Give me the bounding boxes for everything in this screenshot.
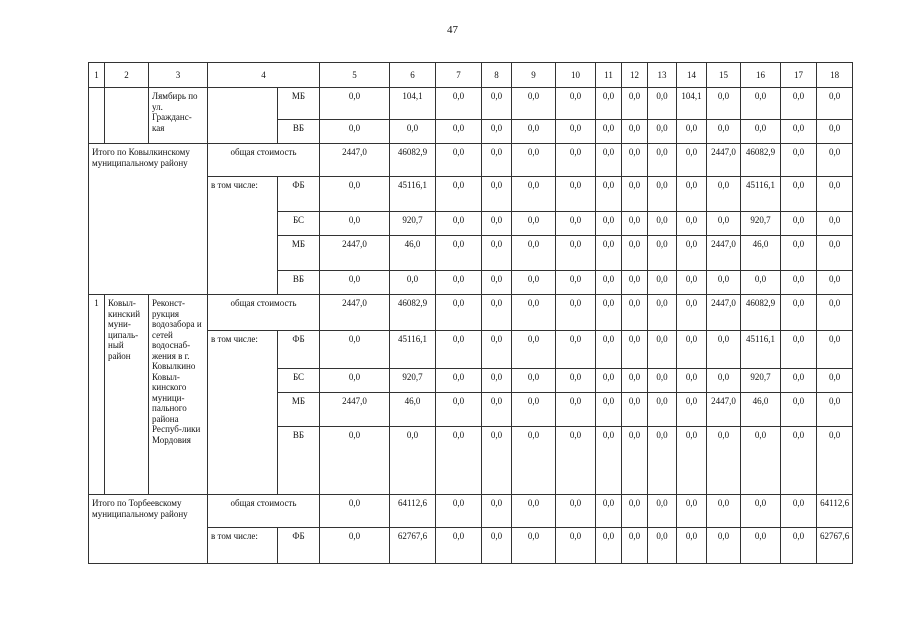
value-cell: 0,0 bbox=[596, 271, 622, 295]
value-cell: 920,7 bbox=[390, 212, 436, 236]
value-cell: 0,0 bbox=[622, 369, 648, 393]
value-cell: 0,0 bbox=[556, 144, 596, 177]
value-cell: 0,0 bbox=[320, 88, 390, 120]
value-cell: 0,0 bbox=[781, 120, 817, 144]
value-cell: 0,0 bbox=[781, 236, 817, 271]
value-cell: 0,0 bbox=[512, 236, 556, 271]
value-cell: 0,0 bbox=[648, 236, 677, 271]
table-row bbox=[89, 144, 853, 177]
value-cell: 0,0 bbox=[482, 177, 512, 212]
header-cell: 15 bbox=[707, 63, 741, 88]
header-row bbox=[89, 63, 853, 88]
value-cell: 0,0 bbox=[707, 88, 741, 120]
value-cell: 0,0 bbox=[741, 120, 781, 144]
value-cell: 0,0 bbox=[556, 427, 596, 495]
value-cell: 0,0 bbox=[648, 495, 677, 528]
value-cell: 0,0 bbox=[482, 144, 512, 177]
value-cell: 0,0 bbox=[512, 369, 556, 393]
value-cell: 0,0 bbox=[482, 427, 512, 495]
value-cell: 46,0 bbox=[390, 236, 436, 271]
value-cell: 0,0 bbox=[482, 212, 512, 236]
value-cell: 0,0 bbox=[707, 120, 741, 144]
value-cell: 2447,0 bbox=[320, 295, 390, 331]
num-cell bbox=[89, 88, 105, 144]
value-cell: 0,0 bbox=[436, 528, 482, 564]
header-cell: 1 bbox=[89, 63, 105, 88]
value-cell: 0,0 bbox=[622, 495, 648, 528]
value-cell: 0,0 bbox=[622, 331, 648, 369]
total-cost-label: общая стоимость bbox=[208, 295, 320, 331]
value-cell: 0,0 bbox=[512, 271, 556, 295]
district-total-title: Итого по Ковылкинскому муниципальному району bbox=[89, 144, 208, 295]
value-cell: 0,0 bbox=[781, 331, 817, 369]
value-cell: 0,0 bbox=[556, 393, 596, 427]
value-cell: 0,0 bbox=[482, 271, 512, 295]
value-cell: 0,0 bbox=[596, 236, 622, 271]
value-cell: 0,0 bbox=[741, 271, 781, 295]
value-cell: 920,7 bbox=[390, 369, 436, 393]
value-cell: 0,0 bbox=[320, 369, 390, 393]
value-cell: 0,0 bbox=[741, 427, 781, 495]
value-cell: 0,0 bbox=[512, 427, 556, 495]
value-cell: 0,0 bbox=[741, 88, 781, 120]
value-cell: 104,1 bbox=[390, 88, 436, 120]
value-cell: 0,0 bbox=[622, 120, 648, 144]
value-cell: 46082,9 bbox=[741, 295, 781, 331]
value-cell: 0,0 bbox=[556, 331, 596, 369]
value-cell: 0,0 bbox=[648, 271, 677, 295]
value-cell: 2447,0 bbox=[707, 144, 741, 177]
source-label: БС bbox=[278, 212, 320, 236]
header-cell: 8 bbox=[482, 63, 512, 88]
value-cell: 0,0 bbox=[781, 212, 817, 236]
value-cell: 0,0 bbox=[707, 528, 741, 564]
value-cell: 0,0 bbox=[648, 369, 677, 393]
value-cell: 0,0 bbox=[622, 295, 648, 331]
value-cell: 0,0 bbox=[436, 236, 482, 271]
value-cell: 0,0 bbox=[482, 528, 512, 564]
value-cell: 0,0 bbox=[622, 393, 648, 427]
table-row bbox=[89, 295, 853, 331]
value-cell: 0,0 bbox=[596, 177, 622, 212]
value-cell: 0,0 bbox=[436, 393, 482, 427]
value-cell: 0,0 bbox=[512, 177, 556, 212]
value-cell: 0,0 bbox=[781, 369, 817, 393]
value-cell: 0,0 bbox=[436, 495, 482, 528]
header-cell: 10 bbox=[556, 63, 596, 88]
header-cell: 9 bbox=[512, 63, 556, 88]
value-cell: 0,0 bbox=[320, 427, 390, 495]
value-cell: 0,0 bbox=[648, 393, 677, 427]
value-cell: 46,0 bbox=[741, 393, 781, 427]
district-cell bbox=[105, 88, 149, 144]
value-cell: 0,0 bbox=[596, 427, 622, 495]
value-cell: 46082,9 bbox=[390, 144, 436, 177]
value-cell: 0,0 bbox=[556, 177, 596, 212]
value-cell: 0,0 bbox=[817, 393, 853, 427]
value-cell: 0,0 bbox=[817, 120, 853, 144]
value-cell: 0,0 bbox=[707, 212, 741, 236]
value-cell: 0,0 bbox=[677, 331, 707, 369]
source-label: МБ bbox=[278, 88, 320, 120]
value-cell: 0,0 bbox=[556, 495, 596, 528]
header-cell: 6 bbox=[390, 63, 436, 88]
value-cell: 0,0 bbox=[556, 528, 596, 564]
object-name: Реконст-рукция водозабора и сетей водоснаб-жения в г. Ковылкино Ковыл-кинского муници-пального района Респуб-лики Мордовия bbox=[149, 295, 208, 495]
value-cell: 45116,1 bbox=[390, 177, 436, 212]
including-label: в том числе: bbox=[208, 528, 278, 564]
num-cell: 1 bbox=[89, 295, 105, 495]
value-cell: 0,0 bbox=[596, 495, 622, 528]
value-cell: 0,0 bbox=[648, 331, 677, 369]
value-cell: 45116,1 bbox=[741, 331, 781, 369]
value-cell: 0,0 bbox=[707, 369, 741, 393]
value-cell: 0,0 bbox=[677, 212, 707, 236]
value-cell: 0,0 bbox=[596, 369, 622, 393]
value-cell: 0,0 bbox=[512, 393, 556, 427]
source-label: ВБ bbox=[278, 271, 320, 295]
value-cell: 0,0 bbox=[677, 369, 707, 393]
value-cell: 0,0 bbox=[781, 528, 817, 564]
source-label: ФБ bbox=[278, 528, 320, 564]
value-cell: 0,0 bbox=[677, 495, 707, 528]
value-cell: 0,0 bbox=[596, 144, 622, 177]
value-cell: 0,0 bbox=[596, 295, 622, 331]
value-cell: 45116,1 bbox=[390, 331, 436, 369]
value-cell: 62767,6 bbox=[817, 528, 853, 564]
value-cell: 0,0 bbox=[648, 144, 677, 177]
district-total-title: Итого по Торбеевскому муниципальному району bbox=[89, 495, 208, 564]
total-cost-label: общая стоимость bbox=[208, 144, 320, 177]
value-cell: 0,0 bbox=[390, 271, 436, 295]
value-cell: 0,0 bbox=[390, 120, 436, 144]
district-name: Ковыл-кинский муни-ципаль-ный район bbox=[105, 295, 149, 495]
value-cell: 0,0 bbox=[781, 177, 817, 212]
value-cell: 0,0 bbox=[556, 88, 596, 120]
value-cell: 2447,0 bbox=[707, 236, 741, 271]
value-cell: 0,0 bbox=[648, 212, 677, 236]
table-row bbox=[89, 88, 853, 120]
value-cell: 0,0 bbox=[320, 528, 390, 564]
value-cell: 0,0 bbox=[648, 177, 677, 212]
value-cell: 0,0 bbox=[648, 528, 677, 564]
value-cell: 64112,6 bbox=[817, 495, 853, 528]
source-label: ФБ bbox=[278, 331, 320, 369]
source-label: ВБ bbox=[278, 120, 320, 144]
value-cell: 0,0 bbox=[677, 144, 707, 177]
value-cell: 0,0 bbox=[677, 528, 707, 564]
value-cell: 0,0 bbox=[648, 88, 677, 120]
value-cell: 920,7 bbox=[741, 212, 781, 236]
value-cell: 0,0 bbox=[622, 212, 648, 236]
value-cell: 0,0 bbox=[556, 120, 596, 144]
value-cell: 0,0 bbox=[707, 177, 741, 212]
table-row bbox=[89, 495, 853, 528]
value-cell: 0,0 bbox=[512, 88, 556, 120]
header-cell: 3 bbox=[149, 63, 208, 88]
value-cell: 2447,0 bbox=[320, 393, 390, 427]
value-cell: 0,0 bbox=[320, 120, 390, 144]
value-cell: 0,0 bbox=[677, 393, 707, 427]
value-cell: 0,0 bbox=[482, 295, 512, 331]
value-cell: 0,0 bbox=[482, 495, 512, 528]
value-cell: 0,0 bbox=[781, 88, 817, 120]
value-cell: 0,0 bbox=[648, 295, 677, 331]
value-cell: 46,0 bbox=[390, 393, 436, 427]
value-cell: 62767,6 bbox=[390, 528, 436, 564]
value-cell: 0,0 bbox=[596, 331, 622, 369]
value-cell: 0,0 bbox=[320, 212, 390, 236]
value-cell: 0,0 bbox=[596, 393, 622, 427]
value-cell: 0,0 bbox=[817, 236, 853, 271]
value-cell: 0,0 bbox=[596, 88, 622, 120]
value-cell: 0,0 bbox=[436, 212, 482, 236]
value-cell: 0,0 bbox=[436, 331, 482, 369]
value-cell: 46,0 bbox=[741, 236, 781, 271]
value-cell: 0,0 bbox=[677, 427, 707, 495]
value-cell: 0,0 bbox=[622, 236, 648, 271]
value-cell: 0,0 bbox=[512, 212, 556, 236]
value-cell: 104,1 bbox=[677, 88, 707, 120]
category-cell bbox=[208, 88, 278, 144]
value-cell: 0,0 bbox=[390, 427, 436, 495]
value-cell: 0,0 bbox=[741, 528, 781, 564]
header-cell: 18 bbox=[817, 63, 853, 88]
value-cell: 0,0 bbox=[817, 331, 853, 369]
source-label: МБ bbox=[278, 393, 320, 427]
value-cell: 0,0 bbox=[482, 88, 512, 120]
source-label: ВБ bbox=[278, 427, 320, 495]
value-cell: 0,0 bbox=[436, 295, 482, 331]
header-cell: 12 bbox=[622, 63, 648, 88]
value-cell: 64112,6 bbox=[390, 495, 436, 528]
value-cell: 0,0 bbox=[781, 271, 817, 295]
value-cell: 2447,0 bbox=[707, 295, 741, 331]
value-cell: 0,0 bbox=[781, 495, 817, 528]
including-label: в том числе: bbox=[208, 331, 278, 495]
value-cell: 0,0 bbox=[436, 144, 482, 177]
value-cell: 0,0 bbox=[622, 177, 648, 212]
value-cell: 0,0 bbox=[556, 236, 596, 271]
total-cost-label: общая стоимость bbox=[208, 495, 320, 528]
value-cell: 46082,9 bbox=[390, 295, 436, 331]
value-cell: 0,0 bbox=[556, 295, 596, 331]
value-cell: 0,0 bbox=[482, 236, 512, 271]
source-label: БС bbox=[278, 369, 320, 393]
value-cell: 0,0 bbox=[622, 144, 648, 177]
value-cell: 0,0 bbox=[622, 528, 648, 564]
value-cell: 0,0 bbox=[781, 393, 817, 427]
value-cell: 0,0 bbox=[482, 120, 512, 144]
value-cell: 0,0 bbox=[436, 271, 482, 295]
value-cell: 0,0 bbox=[512, 495, 556, 528]
value-cell: 2447,0 bbox=[320, 144, 390, 177]
value-cell: 920,7 bbox=[741, 369, 781, 393]
value-cell: 0,0 bbox=[596, 528, 622, 564]
value-cell: 0,0 bbox=[648, 427, 677, 495]
value-cell: 0,0 bbox=[482, 331, 512, 369]
header-cell: 13 bbox=[648, 63, 677, 88]
value-cell: 0,0 bbox=[512, 120, 556, 144]
value-cell: 0,0 bbox=[707, 331, 741, 369]
value-cell: 0,0 bbox=[556, 271, 596, 295]
value-cell: 0,0 bbox=[436, 369, 482, 393]
value-cell: 0,0 bbox=[436, 177, 482, 212]
source-label: МБ bbox=[278, 236, 320, 271]
value-cell: 0,0 bbox=[707, 271, 741, 295]
value-cell: 0,0 bbox=[781, 427, 817, 495]
value-cell: 0,0 bbox=[648, 120, 677, 144]
value-cell: 0,0 bbox=[320, 495, 390, 528]
header-cell: 11 bbox=[596, 63, 622, 88]
value-cell: 0,0 bbox=[622, 88, 648, 120]
value-cell: 0,0 bbox=[677, 177, 707, 212]
value-cell: 0,0 bbox=[596, 120, 622, 144]
header-cell: 7 bbox=[436, 63, 482, 88]
value-cell: 0,0 bbox=[707, 427, 741, 495]
value-cell: 0,0 bbox=[482, 393, 512, 427]
value-cell: 0,0 bbox=[556, 212, 596, 236]
object-name: Лямбирь по ул. Гражданс-кая bbox=[149, 88, 208, 144]
header-cell: 2 bbox=[105, 63, 149, 88]
source-label: ФБ bbox=[278, 177, 320, 212]
header-cell: 5 bbox=[320, 63, 390, 88]
value-cell: 2447,0 bbox=[707, 393, 741, 427]
value-cell: 0,0 bbox=[817, 295, 853, 331]
value-cell: 0,0 bbox=[596, 212, 622, 236]
value-cell: 0,0 bbox=[677, 295, 707, 331]
header-cell: 14 bbox=[677, 63, 707, 88]
value-cell: 0,0 bbox=[817, 427, 853, 495]
value-cell: 0,0 bbox=[817, 271, 853, 295]
value-cell: 2447,0 bbox=[320, 236, 390, 271]
value-cell: 0,0 bbox=[707, 495, 741, 528]
value-cell: 0,0 bbox=[781, 295, 817, 331]
value-cell: 45116,1 bbox=[741, 177, 781, 212]
value-cell: 0,0 bbox=[677, 271, 707, 295]
value-cell: 0,0 bbox=[677, 236, 707, 271]
value-cell: 0,0 bbox=[817, 144, 853, 177]
value-cell: 0,0 bbox=[320, 177, 390, 212]
value-cell: 0,0 bbox=[436, 120, 482, 144]
value-cell: 0,0 bbox=[512, 295, 556, 331]
value-cell: 0,0 bbox=[817, 88, 853, 120]
value-cell: 0,0 bbox=[556, 369, 596, 393]
value-cell: 0,0 bbox=[817, 369, 853, 393]
value-cell: 46082,9 bbox=[741, 144, 781, 177]
value-cell: 0,0 bbox=[482, 369, 512, 393]
budget-table bbox=[88, 62, 853, 564]
value-cell: 0,0 bbox=[741, 495, 781, 528]
header-cell: 17 bbox=[781, 63, 817, 88]
value-cell: 0,0 bbox=[320, 331, 390, 369]
value-cell: 0,0 bbox=[781, 144, 817, 177]
header-cell: 4 bbox=[208, 63, 320, 88]
value-cell: 0,0 bbox=[677, 120, 707, 144]
value-cell: 0,0 bbox=[436, 88, 482, 120]
value-cell: 0,0 bbox=[512, 331, 556, 369]
value-cell: 0,0 bbox=[512, 528, 556, 564]
page-number: 47 bbox=[447, 24, 458, 36]
value-cell: 0,0 bbox=[622, 427, 648, 495]
value-cell: 0,0 bbox=[817, 212, 853, 236]
value-cell: 0,0 bbox=[436, 427, 482, 495]
value-cell: 0,0 bbox=[622, 271, 648, 295]
header-cell: 16 bbox=[741, 63, 781, 88]
value-cell: 0,0 bbox=[817, 177, 853, 212]
value-cell: 0,0 bbox=[320, 271, 390, 295]
including-label: в том числе: bbox=[208, 177, 278, 295]
value-cell: 0,0 bbox=[512, 144, 556, 177]
